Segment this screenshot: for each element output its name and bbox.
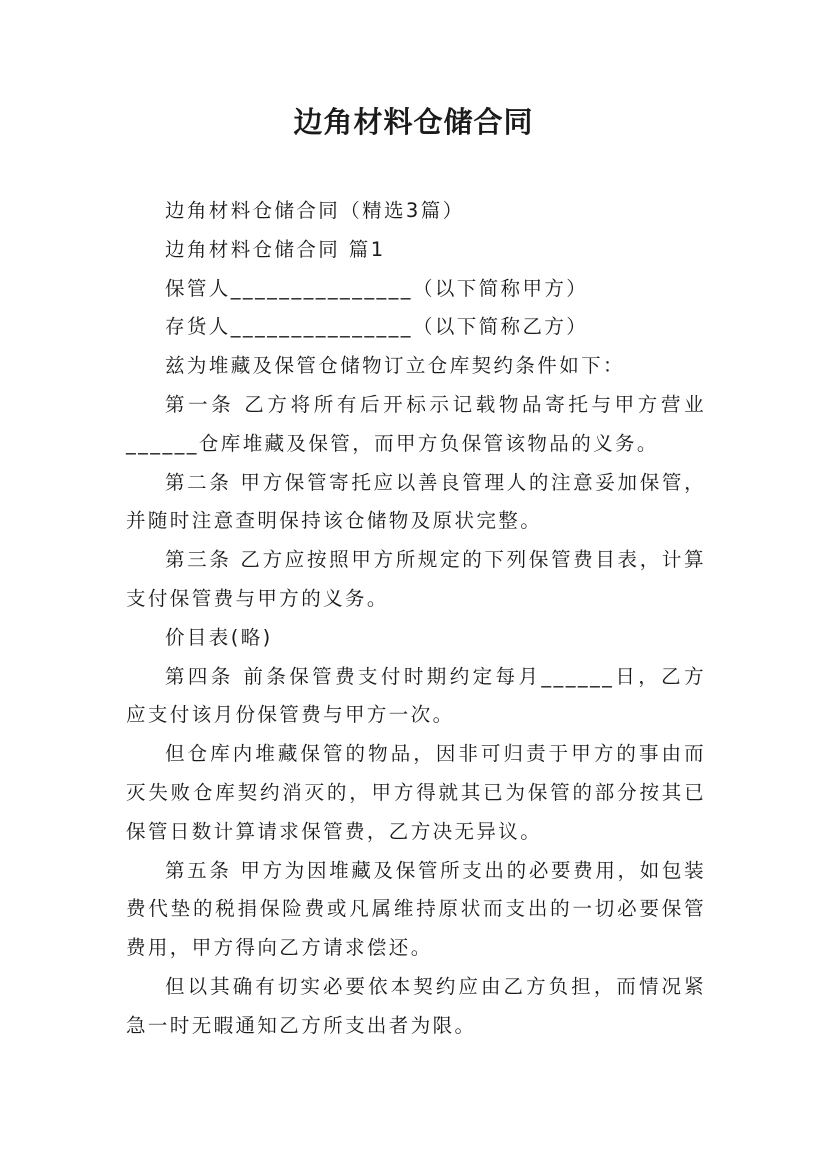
paragraph-subtitle: 边角材料仓储合同（精选3篇） — [165, 199, 465, 222]
document-body — [126, 192, 706, 1046]
paragraph-article-1: 第一条 乙方将所有后开标示记载物品寄托与甲方营业______仓库堆藏及保管，而甲方负保管该物品的义务。 — [126, 392, 706, 455]
document-title: 边角材料仓储合同 — [293, 105, 534, 139]
paragraph-price-list: 价目表(略) — [165, 625, 273, 649]
paragraph-part-heading: 边角材料仓储合同 篇1 — [165, 237, 386, 261]
paragraph-preamble: 兹为堆藏及保管仓储物订立仓库契约条件如下： — [165, 354, 625, 378]
paragraph-article-4-proviso: 但仓库内堆藏保管的物品，因非可归责于甲方的事由而灭失败仓库契约消灭的，甲方得就其已为保管的部分按其已保管日数计算请求保管费，乙方决无异议。 — [126, 742, 706, 843]
paragraph-article-3: 第三条 乙方应按照甲方所规定的下列保管费目表，计算支付保管费与甲方的义务。 — [126, 548, 706, 610]
paragraph-article-5: 第五条 甲方为因堆藏及保管所支出的必要费用，如包装费代垫的税捐保险费或凡属维持原状而支出的一切必要保管费用，甲方得向乙方请求偿还。 — [126, 858, 706, 960]
paragraph-article-2: 第二条 甲方保管寄托应以善良管理人的注意妥加保管，并随时注意查明保持该仓储物及原状完整。 — [126, 470, 706, 533]
paragraph-article-5-proviso: 但以其确有切实必要依本契约应由乙方负担，而情况紧急一时无暇通知乙方所支出者为限。 — [126, 974, 706, 1037]
paragraph-custodian: 保管人_______________（以下简称甲方） — [165, 276, 589, 300]
paragraph-depositor: 存货人_______________（以下简称乙方） — [165, 315, 589, 339]
paragraph-article-4: 第四条 前条保管费支付时期约定每月______日，乙方应支付该月份保管费与甲方一次。 — [126, 664, 706, 727]
